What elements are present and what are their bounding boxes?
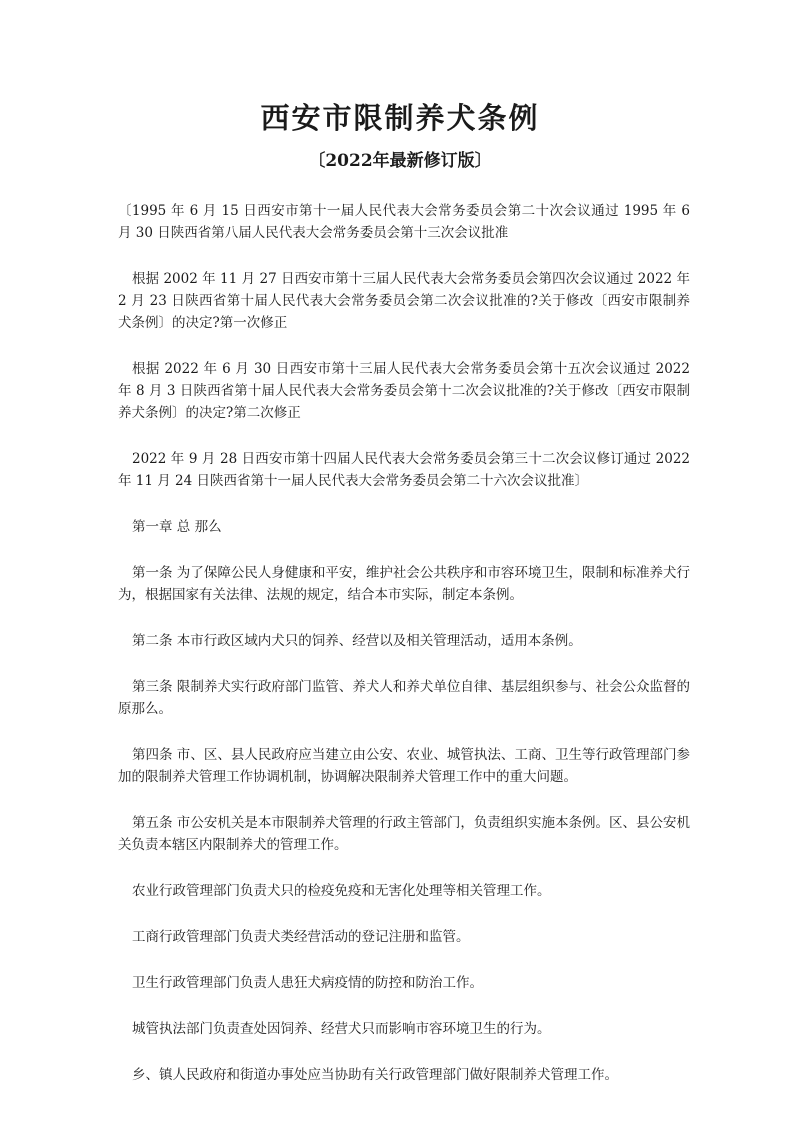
paragraph-revision: 2022 年 9 月 28 日西安市第十四届人民代表大会常务委员会第三十二次会议修订通过 2022 年 11 月 24 日陕西省第十一届人民代表大会常务委员会第二十六次会议批准〕 xyxy=(118,451,690,489)
article-5-health: 卫生行政管理部门负责人患狂犬病疫情的防控和防治工作。 xyxy=(132,975,483,991)
paragraph-adoption-history: 〔1995 年 6 月 15 日西安市第十一届人民代表大会常务委员会第二十次会议通过 1995 年 6 月 30 日陕西省第八届人民代表大会常务委员会第十三次会议批准 xyxy=(118,203,690,241)
article-5-agriculture: 农业行政管理部门负责犬只的检疫免疫和无害化处理等相关管理工作。 xyxy=(132,883,551,899)
article-1: 第一条 为了保障公民人身健康和平安，维护社会公共秩序和市容环境卫生，限制和标准养犬行为，根据国家有关法律、法规的规定，结合本市实际，制定本条例。 xyxy=(118,565,690,603)
article-5: 第五条 市公安机关是本市限制养犬管理的行政主管部门，负责组织实施本条例。区、县公安机关负责本辖区内限制养犬的管理工作。 xyxy=(118,815,690,853)
article-5-urban-management: 城管执法部门负责查处因饲养、经营犬只而影响市容环境卫生的行为。 xyxy=(132,1021,551,1037)
article-4: 第四条 市、区、县人民政府应当建立由公安、农业、城管执法、工商、卫生等行政管理部门参加的限制养犬管理工作协调机制，协调解决限制养犬管理工作中的重大问题。 xyxy=(118,747,690,785)
article-3: 第三条 限制养犬实行政府部门监管、养犬人和养犬单位自律、基层组织参与、社会公众监督的原那么。 xyxy=(118,679,690,717)
document-subtitle: 〔2022年最新修订版〕 xyxy=(308,151,492,171)
article-5-commerce: 工商行政管理部门负责犬类经营活动的登记注册和监管。 xyxy=(132,929,470,945)
article-5-township: 乡、镇人民政府和街道办事处应当协助有关行政管理部门做好限制养犬管理工作。 xyxy=(132,1067,618,1083)
document-body xyxy=(118,200,690,1110)
article-2: 第二条 本市行政区域内犬只的饲养、经营以及相关管理活动，适用本条例。 xyxy=(132,633,582,649)
paragraph-first-amendment: 根据 2002 年 11 月 27 日西安市第十三届人民代表大会常务委员会第四次会议通过 2022 年 2 月 23 日陕西省第十届人民代表大会常务委员会第二次会议批准的?关于修改〔西安市限制养犬条例〕的决定?第一次修正 xyxy=(118,271,690,331)
document-title: 西安市限制养犬条例 xyxy=(260,101,540,135)
chapter-heading: 第一章 总 那么 xyxy=(132,519,222,535)
paragraph-second-amendment: 根据 2022 年 6 月 30 日西安市第十三届人民代表大会常务委员会第十五次会议通过 2022 年 8 月 3 日陕西省第十届人民代表大会常务委员会第十二次会议批准的?关于修改〔西安市限制养犬条例〕的决定?第二次修正 xyxy=(118,361,690,421)
